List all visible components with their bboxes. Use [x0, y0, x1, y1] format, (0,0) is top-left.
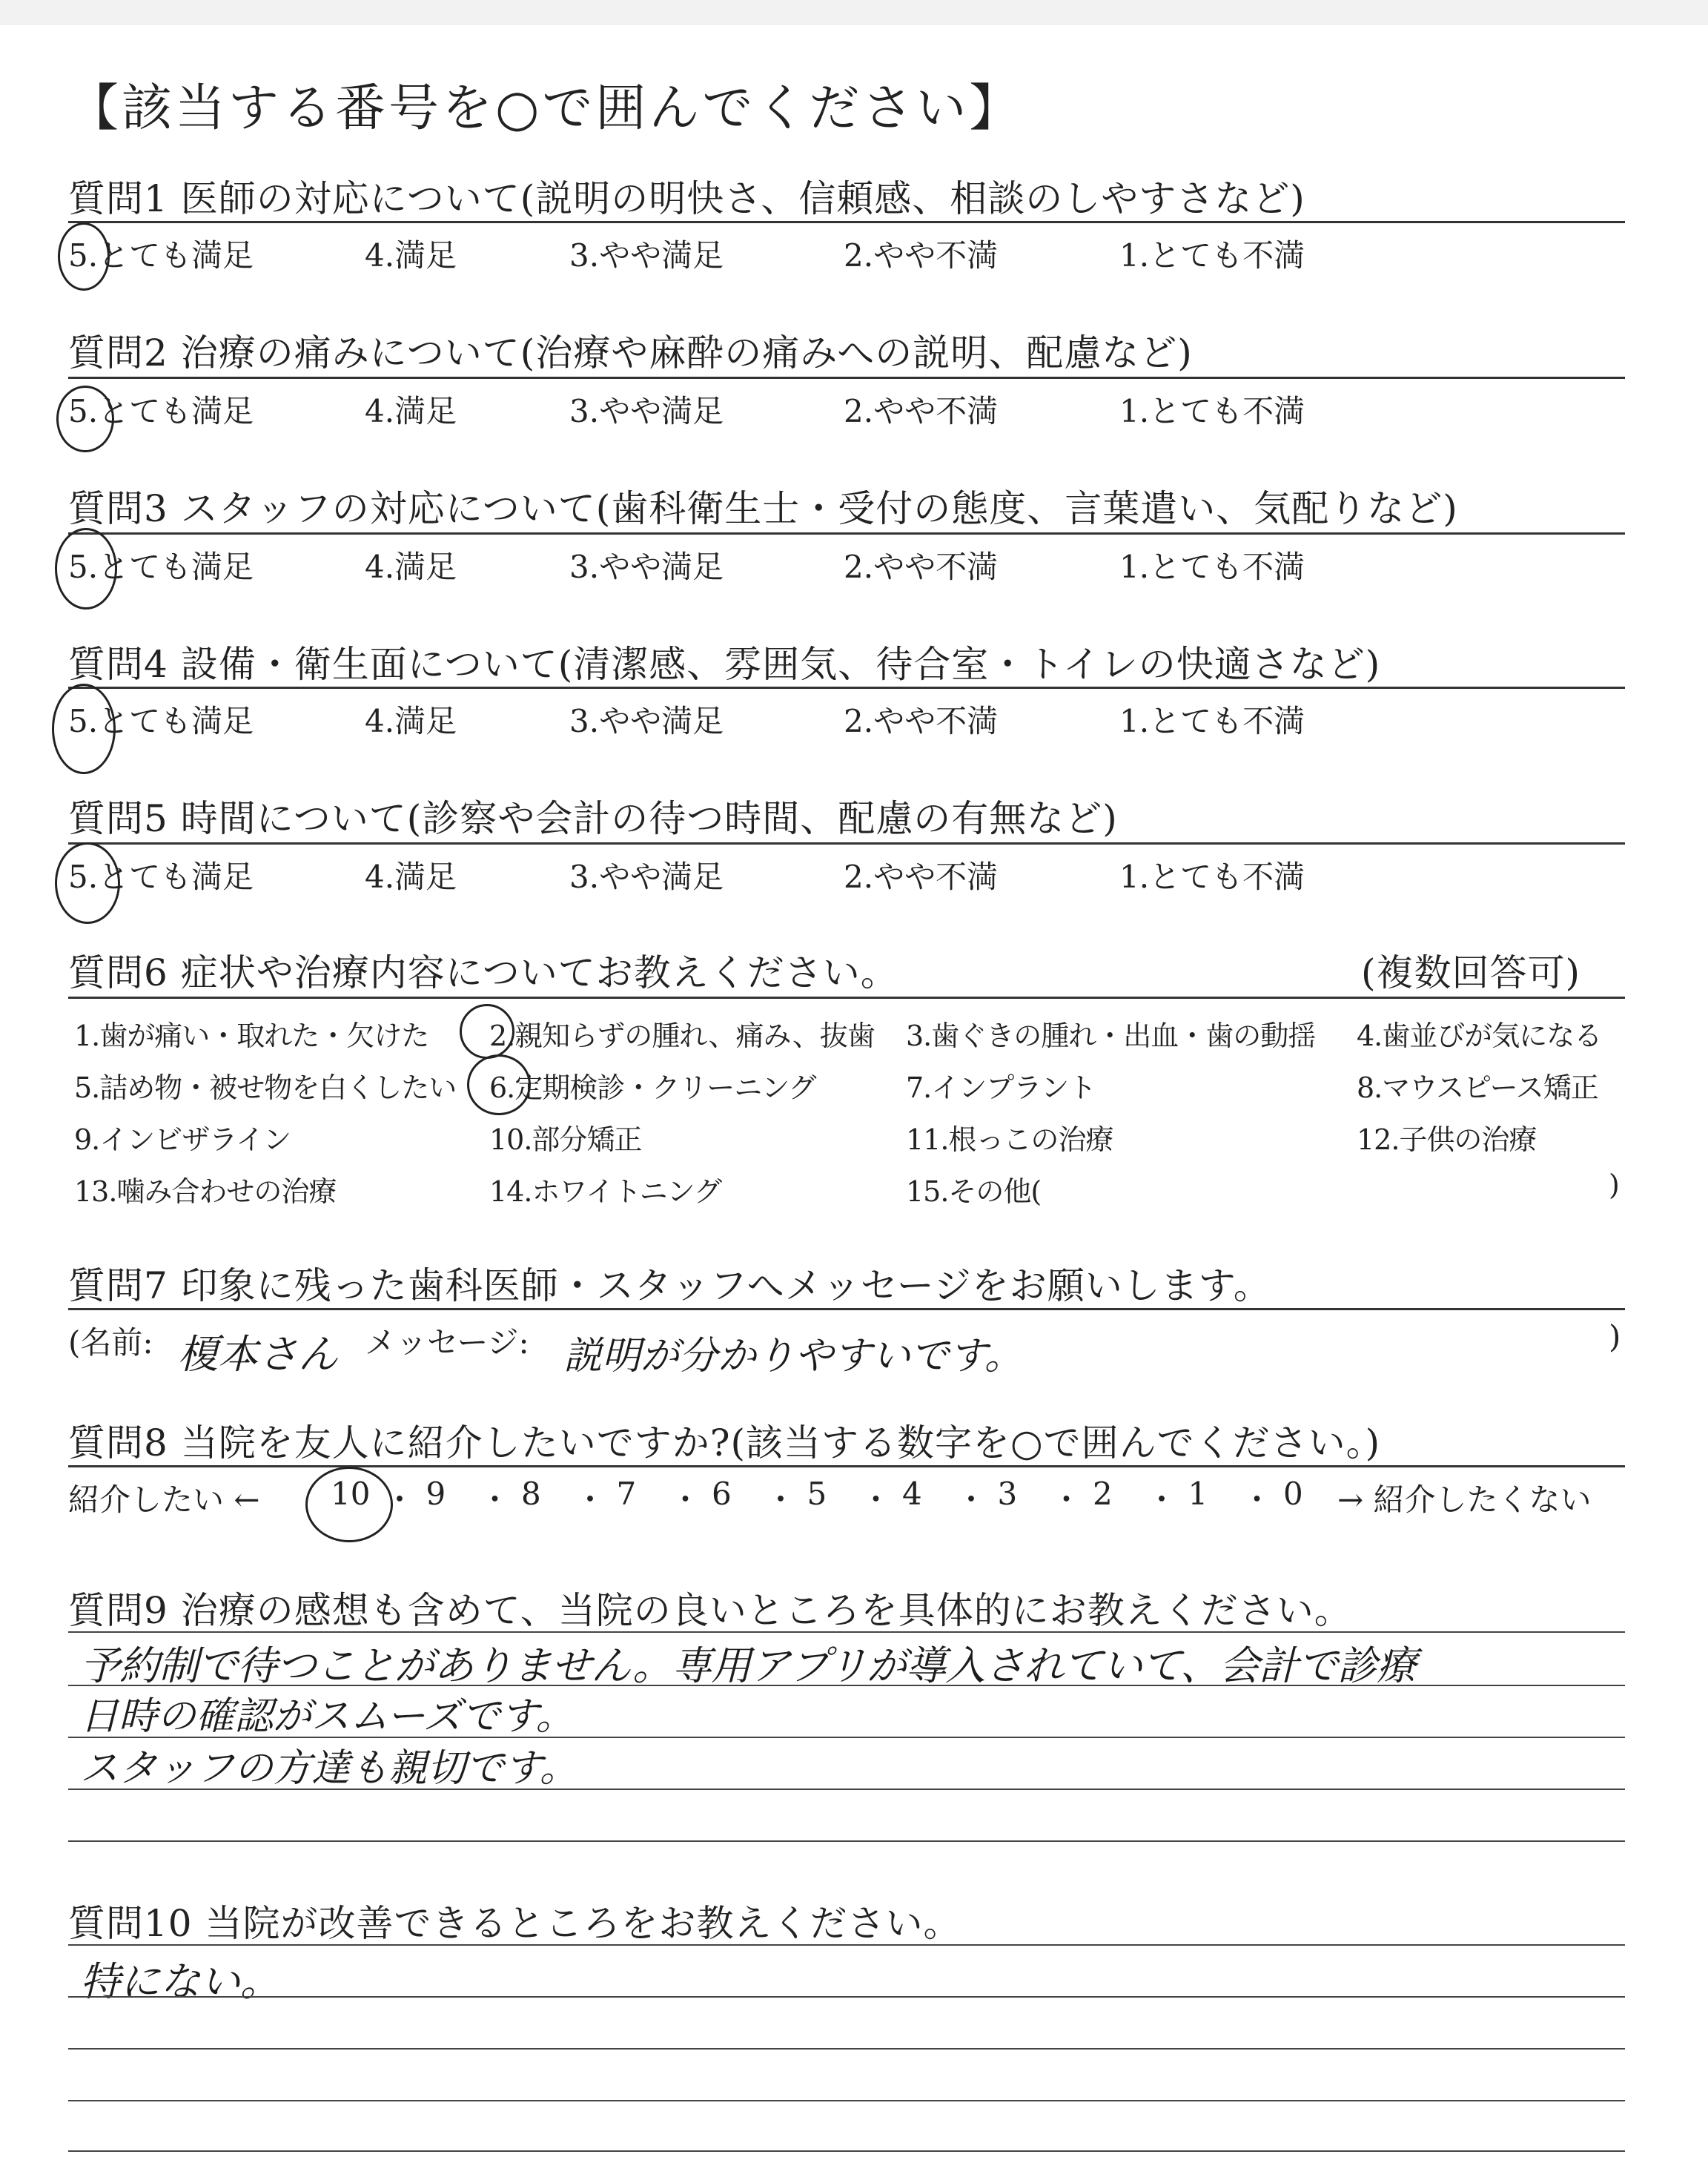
q6-option-12[interactable]: 12.子供の治療: [1357, 1123, 1537, 1156]
q1-option-2[interactable]: 2.やや不満: [844, 237, 999, 274]
q6-selection-circle-2: [460, 1004, 514, 1059]
q9-answer-line-3[interactable]: スタッフの方達も親切です。: [80, 1746, 578, 1791]
question-1-title: 質問1 医師の対応について(説明の明快さ、信頼感、相談のしやすさなど): [68, 177, 1305, 220]
page-heading: 【該当する番号を○で囲んでください】: [68, 79, 1023, 138]
q1-option-4[interactable]: 4.満足: [365, 237, 457, 274]
q8-scale-value[interactable]: 2: [1093, 1476, 1113, 1512]
question-4-title: 質問4 設備・衛生面について(清潔感、雰囲気、待合室・トイレの快適さなど): [68, 643, 1381, 686]
q9-line-3: [68, 1789, 1625, 1790]
q5-option-5[interactable]: 5.とても満足: [68, 859, 254, 895]
q6-option-1[interactable]: 1.歯が痛い・取れた・欠けた: [74, 1020, 429, 1052]
q8-scale-separator: ・: [1241, 1482, 1273, 1518]
q5-option-4[interactable]: 4.満足: [365, 859, 457, 895]
q5-option-1[interactable]: 1.とても不満: [1119, 859, 1305, 895]
question-4-rule: [68, 687, 1625, 689]
q10-line-3: [68, 2100, 1625, 2101]
q4-selection-circle: [52, 684, 116, 774]
q8-scale-value[interactable]: 7: [616, 1476, 637, 1512]
q6-option-2[interactable]: 2.親知らずの腫れ、痛み、抜歯: [489, 1020, 875, 1052]
question-9-title: 質問9 治療の感想も含めて、当院の良いところを具体的にお教えください。: [68, 1589, 1352, 1632]
scan-top-band: [0, 0, 1708, 25]
q8-scale-separator: ・: [384, 1482, 416, 1518]
q8-scale-value[interactable]: 4: [902, 1476, 922, 1512]
q9-answer-line-1[interactable]: 予約制で待つことがありません。専用アプリが導入されていて、会計で診療: [80, 1642, 1416, 1689]
q8-left-label: 紹介したい ←: [68, 1482, 260, 1518]
q4-option-1[interactable]: 1.とても不満: [1119, 703, 1305, 739]
question-7-title: 質問7 印象に残った歯科医師・スタッフへメッセージをお願いします。: [68, 1264, 1271, 1307]
q7-close-paren: ): [1609, 1318, 1621, 1355]
question-1-rule: [68, 221, 1625, 223]
q10-line-1: [68, 1996, 1625, 1998]
q3-option-3[interactable]: 3.やや満足: [569, 549, 724, 585]
q8-right-label: → 紹介したくない: [1337, 1482, 1592, 1518]
q6-option-9[interactable]: 9.インビザライン: [74, 1123, 291, 1156]
q8-scale-separator: ・: [669, 1482, 701, 1518]
q3-option-2[interactable]: 2.やや不満: [844, 549, 999, 585]
question-5-title: 質問5 時間について(診察や会計の待つ時間、配慮の有無など): [68, 797, 1118, 840]
q10-line-4: [68, 2150, 1625, 2152]
q3-selection-circle: [55, 528, 117, 610]
q8-scale-value[interactable]: 8: [521, 1476, 541, 1512]
question-7-rule: [68, 1308, 1625, 1310]
question-5-rule: [68, 842, 1625, 845]
q8-scale-value[interactable]: 1: [1188, 1476, 1208, 1512]
q6-option-11[interactable]: 11.根っこの治療: [906, 1123, 1113, 1156]
q1-option-5[interactable]: 5.とても満足: [68, 237, 254, 274]
q10-line-2: [68, 2048, 1625, 2050]
q10-line-0: [68, 1944, 1625, 1946]
question-3-rule: [68, 532, 1625, 535]
q8-scale-separator: ・: [765, 1482, 797, 1518]
q9-line-0: [68, 1631, 1625, 1633]
q6-option-7[interactable]: 7.インプラント: [906, 1071, 1096, 1104]
q6-option-3[interactable]: 3.歯ぐきの腫れ・出血・歯の動揺: [906, 1020, 1316, 1052]
question-8-title: 質問8 当院を友人に紹介したいですか?(該当する数字を○で囲んでください。): [68, 1421, 1381, 1464]
q8-scale-value[interactable]: 5: [807, 1476, 827, 1512]
q7-name-value[interactable]: 榎本さん: [178, 1331, 338, 1378]
question-2-title: 質問2 治療の痛みについて(治療や麻酔の痛みへの説明、配慮など): [68, 331, 1193, 374]
q8-scale-value[interactable]: 6: [712, 1476, 732, 1512]
q8-scale-separator: ・: [575, 1482, 606, 1518]
q8-scale-separator: ・: [956, 1482, 987, 1518]
q6-option-10[interactable]: 10.部分矯正: [489, 1123, 642, 1156]
q4-option-3[interactable]: 3.やや満足: [569, 703, 724, 739]
q6-option-15[interactable]: 15.その他(: [906, 1175, 1042, 1208]
q3-option-1[interactable]: 1.とても不満: [1119, 549, 1305, 585]
q9-answer-line-2[interactable]: 日時の確認がスムーズです。: [80, 1694, 575, 1739]
question-6-rule: [68, 997, 1625, 999]
q1-option-3[interactable]: 3.やや満足: [569, 237, 724, 274]
question-8-rule: [68, 1465, 1625, 1467]
q6-option-8[interactable]: 8.マウスピース矯正: [1357, 1071, 1598, 1104]
q4-option-4[interactable]: 4.満足: [365, 703, 457, 739]
q9-line-4: [68, 1840, 1625, 1842]
q6-option-6[interactable]: 6.定期検診・クリーニング: [489, 1071, 816, 1104]
q1-option-1[interactable]: 1.とても不満: [1119, 237, 1305, 274]
question-6-title: 質問6 症状や治療内容についてお教えください。: [68, 951, 898, 994]
q4-option-5[interactable]: 5.とても満足: [68, 703, 254, 739]
q8-scale-value[interactable]: 3: [997, 1476, 1018, 1512]
q6-selection-circle-6: [467, 1054, 531, 1115]
q6-option-14[interactable]: 14.ホワイトニング: [489, 1175, 722, 1208]
q8-scale-value[interactable]: 10: [331, 1476, 371, 1512]
q7-message-label: メッセージ:: [365, 1324, 529, 1361]
q8-scale-value[interactable]: 0: [1283, 1476, 1303, 1512]
question-6-note: (複数回答可): [1361, 951, 1581, 994]
q5-selection-circle: [55, 842, 120, 924]
q7-message-value[interactable]: 説明が分かりやすいです。: [563, 1334, 1023, 1378]
q3-option-5[interactable]: 5.とても満足: [68, 549, 254, 585]
q3-option-4[interactable]: 4.満足: [365, 549, 457, 585]
q8-scale-separator: ・: [1050, 1482, 1082, 1518]
q2-selection-circle: [56, 386, 114, 452]
question-3-title: 質問3 スタッフの対応について(歯科衛生士・受付の態度、言葉遣い、気配りなど): [68, 487, 1458, 530]
q2-option-1[interactable]: 1.とても不満: [1119, 393, 1305, 429]
q4-option-2[interactable]: 2.やや不満: [844, 703, 999, 739]
q8-scale-separator: ・: [479, 1482, 511, 1518]
q6-option-13[interactable]: 13.噛み合わせの治療: [74, 1175, 337, 1208]
q2-option-4[interactable]: 4.満足: [365, 393, 457, 429]
q6-option-4[interactable]: 4.歯並びが気になる: [1357, 1020, 1602, 1052]
q5-option-3[interactable]: 3.やや満足: [569, 859, 724, 895]
q6-option-15-close: ): [1609, 1169, 1619, 1201]
q8-selection-circle: [305, 1467, 393, 1542]
q2-option-3[interactable]: 3.やや満足: [569, 393, 724, 429]
q2-option-5[interactable]: 5.とても満足: [68, 393, 254, 429]
q7-name-label: (名前:: [68, 1324, 153, 1361]
q8-scale-separator: ・: [860, 1482, 892, 1518]
q10-answer-line-1[interactable]: 特にない。: [80, 1958, 280, 2005]
question-2-rule: [68, 377, 1625, 379]
q6-option-5[interactable]: 5.詰め物・被せ物を白くしたい: [74, 1071, 457, 1104]
q5-option-2[interactable]: 2.やや不満: [844, 859, 999, 895]
q1-selection-circle: [58, 222, 110, 291]
question-10-title: 質問10 当院が改善できるところをお教えください。: [68, 1902, 961, 1945]
q8-scale-separator: ・: [1146, 1482, 1178, 1518]
q8-scale-value[interactable]: 9: [426, 1476, 446, 1512]
q2-option-2[interactable]: 2.やや不満: [844, 393, 999, 429]
